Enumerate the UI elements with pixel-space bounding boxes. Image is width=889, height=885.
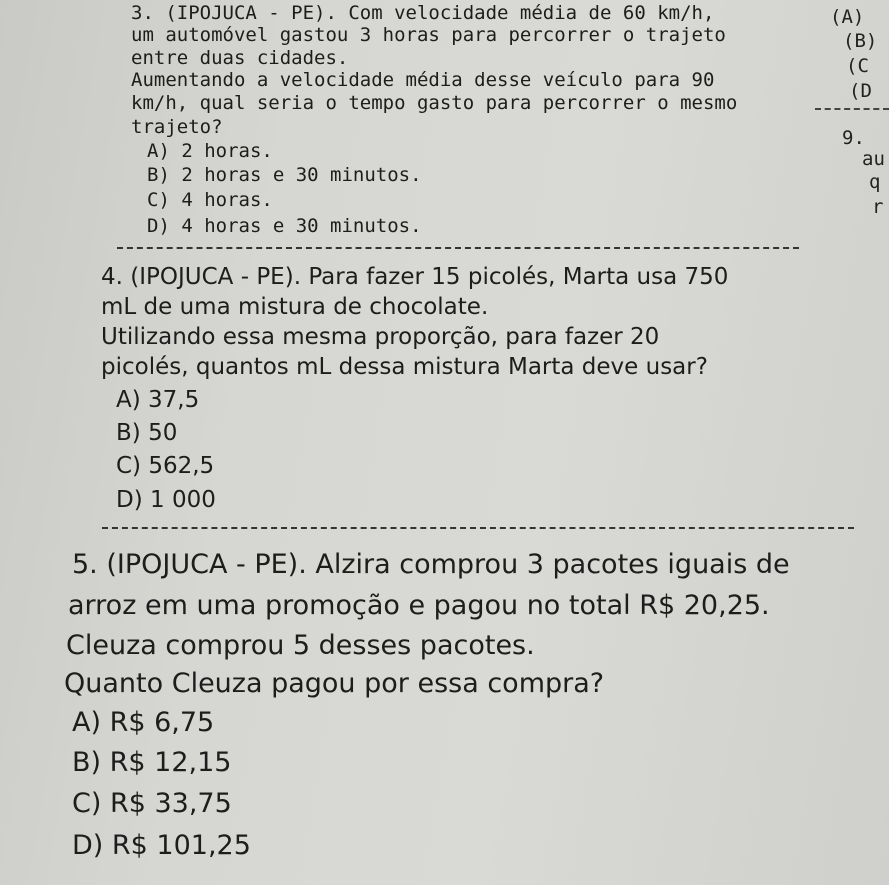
question-3-option-a: A) 2 horas. — [147, 140, 273, 162]
question-3-option-c: C) 4 horas. — [147, 189, 273, 211]
question-5-option-a: A) R$ 6,75 — [72, 707, 215, 738]
question-5-option-d: D) R$ 101,25 — [72, 830, 251, 861]
side-fragment-3: r — [872, 196, 884, 218]
question-5-line-4: Quanto Cleuza pagou por essa compra? — [64, 668, 605, 699]
question-5-line-1: 5. (IPOJUCA - PE). Alzira comprou 3 pacotes iguais de — [72, 549, 790, 580]
question-5-option-b: B) R$ 12,15 — [72, 747, 232, 778]
question-3-option-d: D) 4 horas e 30 minutos. — [147, 215, 422, 237]
separator-dashed — [102, 527, 854, 529]
question-5-line-3: Cleuza comprou 5 desses pacotes. — [66, 630, 535, 661]
question-4-option-c: C) 562,5 — [116, 453, 215, 479]
side-question-number: 9. — [842, 127, 865, 149]
question-4-line-1: 4. (IPOJUCA - PE). Para fazer 15 picolés, Marta usa 750 — [101, 264, 729, 290]
side-fragment-2: q — [869, 171, 881, 193]
question-3-line-4: Aumentando a velocidade média desse veículo para 90 — [131, 69, 715, 91]
question-3-line-3: entre duas cidades. — [131, 47, 349, 69]
side-option-b: (B) — [843, 30, 878, 52]
question-4-line-4: picolés, quantos mL dessa mistura Marta deve usar? — [101, 354, 708, 380]
question-3-line-6: trajeto? — [131, 116, 223, 138]
question-4-option-b: B) 50 — [116, 420, 178, 446]
side-option-c: (C — [846, 55, 869, 77]
question-3-line-2: um automóvel gastou 3 horas para percorrer o trajeto — [131, 24, 726, 46]
side-option-d: (D — [849, 80, 872, 102]
question-5-option-c: C) R$ 33,75 — [72, 788, 232, 819]
question-4-line-3: Utilizando essa mesma proporção, para fazer 20 — [101, 324, 660, 350]
question-4-option-d: D) 1 000 — [116, 487, 216, 513]
question-3-line-1: 3. (IPOJUCA - PE). Com velocidade média de 60 km/h, — [131, 2, 715, 24]
question-5-line-2: arroz em uma promoção e pagou no total R$ 20,25. — [68, 590, 770, 621]
separator-dashed — [117, 247, 799, 249]
question-4-line-2: mL de uma mistura de chocolate. — [101, 294, 489, 320]
side-separator — [815, 108, 889, 110]
side-fragment-1: au — [862, 148, 885, 170]
question-3-option-b: B) 2 horas e 30 minutos. — [147, 164, 422, 186]
question-3-line-5: km/h, qual seria o tempo gasto para percorrer o mesmo — [131, 92, 738, 114]
side-option-a: (A) — [830, 6, 865, 28]
question-4-option-a: A) 37,5 — [116, 387, 200, 413]
